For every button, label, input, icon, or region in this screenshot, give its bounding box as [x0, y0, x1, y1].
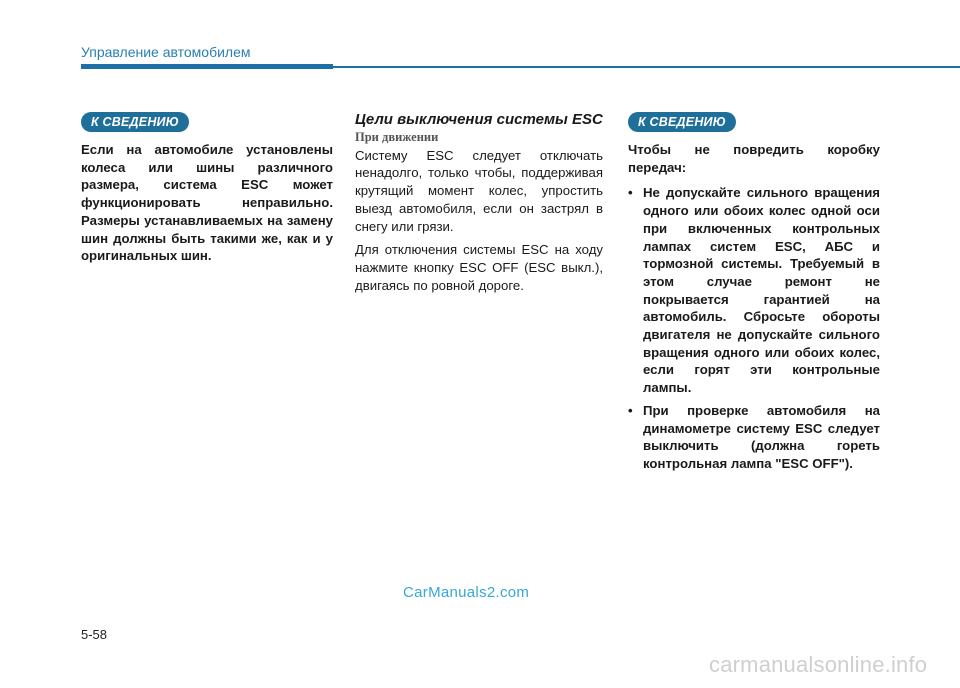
- left-column: [81, 141, 333, 265]
- watermark-carmanualsonline[interactable]: carmanualsonline.info: [709, 652, 928, 677]
- watermark-carmanuals2[interactable]: CarManuals2.com: [403, 584, 530, 601]
- left-notice-badge: К СВЕДЕНИЮ: [81, 112, 189, 132]
- bullet-list: [628, 184, 880, 472]
- page-number: 5-58: [81, 627, 108, 642]
- section-header-title: Управление автомобилем: [81, 44, 251, 60]
- bullet-text: При проверке автомобиля на динамометре систему ESC следует выключить (должна гореть контрольная лампа "ESC OFF").: [643, 402, 880, 471]
- bullet-icon: •: [628, 185, 633, 201]
- section-heading: Цели выключения системы ESC: [355, 111, 603, 128]
- paragraph-1: Систему ESC следует отключать ненадолго, только чтобы, поддерживая крутящий момент колес, упростить выезд автомобиля, если он застрял в снегу или грязи.: [355, 147, 603, 234]
- list-item: [628, 402, 880, 473]
- header-rule-thin: [333, 66, 960, 68]
- bullet-text: Не допускайте сильного вращения одного или обоих колес одной оси при включенных контрольных лампах систем ESC, АБС и тормозной системы. Требуемый в этом случае ремонт не покрывается гарантией на автомобиль. Сбросьте обороты двигателя не допускайте сильного вращения одного или обоих колес, если горят эти контрольные лампы.: [643, 185, 880, 396]
- header-rule-thick: [81, 64, 333, 69]
- paragraph-2: Для отключения системы ESC на ходу нажмите кнопку ESC OFF (ESC выкл.), двигаясь по ровной дороге.: [355, 242, 603, 293]
- right-column: [628, 141, 880, 478]
- right-notice-badge: К СВЕДЕНИЮ: [628, 112, 736, 132]
- left-notice-text: Если на автомобиле установлены колеса или шины различного размера, система ESC может функционировать неправильно. Размеры устанавливаемых на замену шин должны быть такими же, как и у оригинальных шин.: [81, 142, 333, 264]
- right-notice-intro: Чтобы не повредить коробку передач:: [628, 142, 880, 175]
- middle-column: [355, 111, 603, 294]
- subheading-driving: При движении: [355, 130, 439, 144]
- bullet-icon: •: [628, 402, 633, 418]
- list-item: [628, 184, 880, 396]
